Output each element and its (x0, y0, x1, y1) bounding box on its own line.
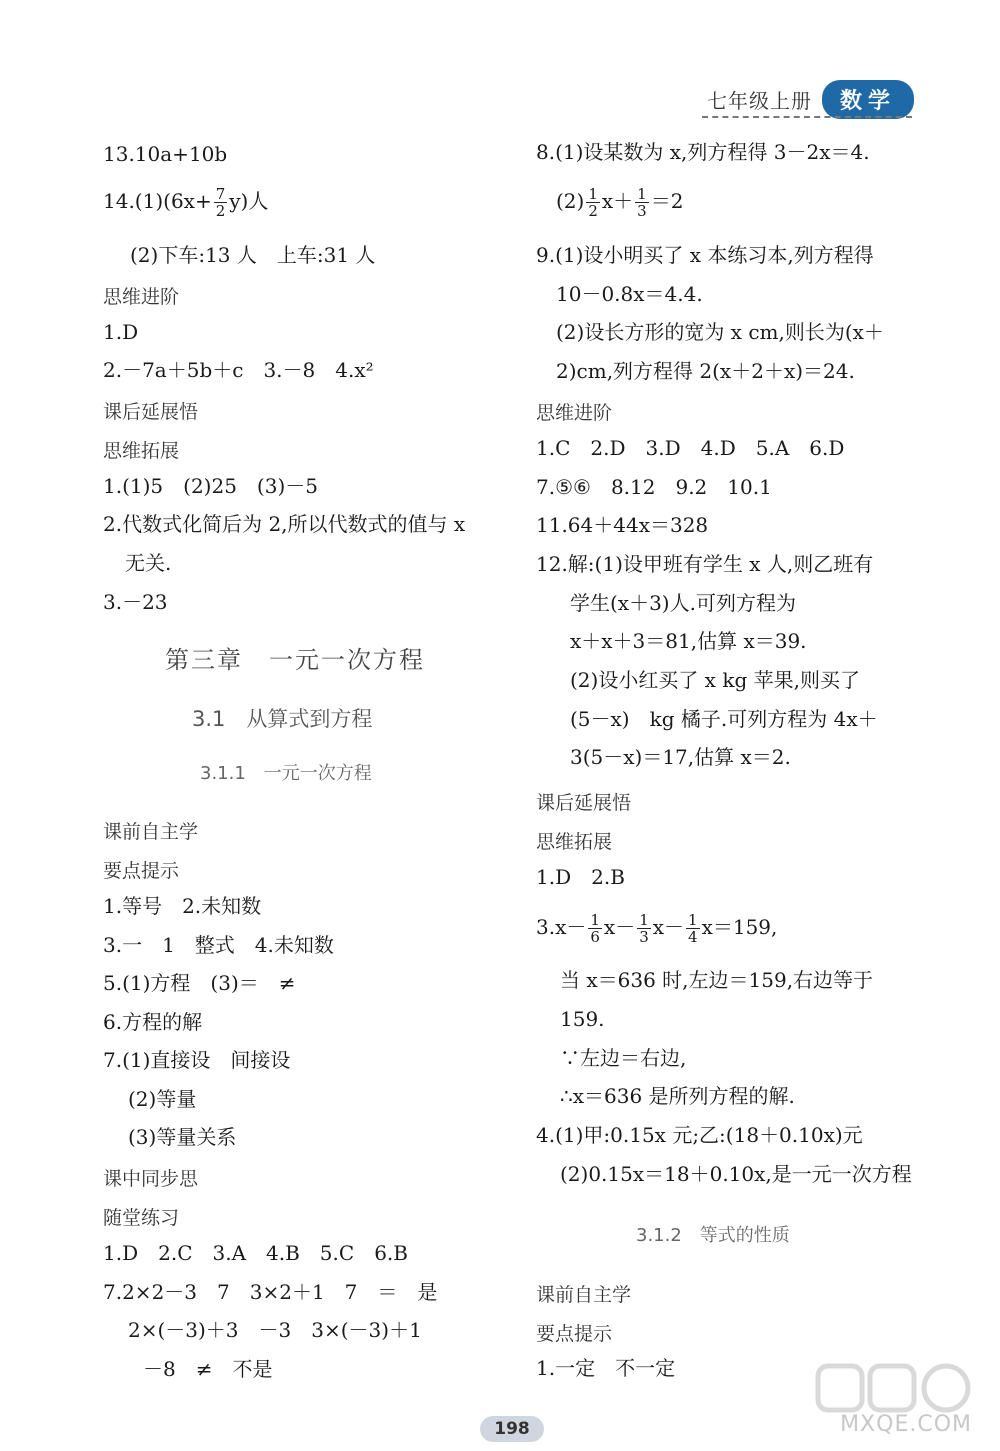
answer-item: －8 ≠ 不是 (143, 1357, 273, 1381)
answer-item: 3.一 1 整式 4.未知数 (103, 933, 334, 957)
fraction: $\frac{1}{2}$ (588, 185, 598, 220)
answer-item: 5.(1)方程 (3)＝ ≠ (103, 971, 296, 995)
answer-item: (5－x) kg 橘子.可列方程为 4x＋ (570, 707, 878, 731)
answer-item: (3)等量关系 (128, 1125, 237, 1149)
answer-item: 4.(1)甲:0.15x 元;乙:(18＋0.10x)元 (536, 1123, 863, 1147)
answer-14-2: (2)下车:13 人 上车:31 人 (130, 243, 376, 267)
subsection-title: 3.1.1 一元一次方程 (200, 763, 372, 784)
answer-item: 学生(x＋3)人.可列方程为 (570, 591, 796, 615)
answer-item: 12.解:(1)设甲班有学生 x 人,则乙班有 (536, 552, 874, 576)
fraction: $\frac{7}{2}$ (215, 185, 226, 220)
section-heading: 课中同步思 (103, 1168, 199, 1190)
watermark-text: MXQE.COM (840, 1412, 972, 1437)
answer-item: 无关. (125, 551, 172, 575)
grade-label: 七年级上册 (706, 89, 812, 113)
answer-item: 159. (560, 1007, 605, 1031)
answer-item: 1.C 2.D 3.D 4.D 5.A 6.D (536, 436, 845, 460)
section-heading: 课后延展悟 (103, 401, 199, 423)
answer-item: (2)等量 (128, 1087, 197, 1111)
answer-3-equation: 3.x－ $\frac{1}{6}$ x－ $\frac{1}{3}$ x－ $\frac{1}{4}$ x＝159, (536, 911, 778, 946)
answer-item: 7.(1)直接设 间接设 (103, 1048, 291, 1072)
answer-item: 2×(－3)＋3 －3 3×(－3)＋1 (128, 1318, 422, 1342)
section-heading: 思维进阶 (536, 402, 613, 424)
answer-14-1: 14.(1)(6x+ $\frac{7}{2}$ y)人 (103, 185, 269, 220)
section-heading: 要点提示 (536, 1323, 613, 1345)
answer-13: 13.10a+10b (103, 142, 228, 166)
answer-item: 2.代数式化简后为 2,所以代数式的值与 x (103, 512, 466, 536)
answer-item: 1.D 2.B (536, 865, 625, 889)
section-heading: 课前自主学 (103, 821, 199, 843)
page-header (707, 80, 914, 119)
answer-item: 2.－7a＋5b＋c 3.－8 4.x² (103, 358, 374, 382)
chapter-title: 第三章 一元一次方程 (165, 646, 425, 674)
answer-8-1: 8.(1)设某数为 x,列方程得 3－2x＝4. (536, 140, 870, 164)
answer-item: 3(5－x)＝17,估算 x＝2. (570, 745, 791, 769)
fraction: $\frac{1}{3}$ (637, 185, 647, 220)
answer-item: 1.D (103, 320, 139, 344)
section-heading: 课后延展悟 (536, 792, 632, 814)
answer-item: ∵左边＝右边, (560, 1046, 687, 1070)
answer-item: 11.64＋44x＝328 (536, 513, 709, 537)
answer-item: 10－0.8x＝4.4. (556, 282, 703, 306)
section-heading: 思维进阶 (103, 286, 180, 308)
answer-item: 3.－23 (103, 590, 168, 614)
answer-item: 1.等号 2.未知数 (103, 894, 262, 918)
answer-item: 2)cm,列方程得 2(x＋2＋x)＝24. (556, 359, 855, 383)
answer-item: (2)0.15x＝18＋0.10x,是一元一次方程 (560, 1162, 912, 1186)
answer-8-2: (2) $\frac{1}{2}$ x＋ $\frac{1}{3}$ ＝2 (556, 185, 684, 220)
section-heading: 随堂练习 (103, 1207, 180, 1229)
answer-item: (2)设小红买了 x kg 苹果,则买了 (570, 668, 860, 692)
answer-item: 1.一定 不一定 (536, 1356, 676, 1380)
answer-item: 6.方程的解 (103, 1010, 203, 1034)
section-heading: 思维拓展 (536, 831, 613, 853)
answer-item: ∴x＝636 是所列方程的解. (560, 1084, 795, 1108)
fraction: $\frac{1}{4}$ (688, 911, 698, 946)
section-heading: 思维拓展 (103, 440, 180, 462)
answer-item: 1.D 2.C 3.A 4.B 5.C 6.B (103, 1241, 408, 1265)
answer-item: x＋x＋3＝81,估算 x＝39. (570, 629, 807, 653)
header-divider (702, 116, 912, 118)
fraction: $\frac{1}{3}$ (639, 911, 649, 946)
section-title: 3.1 从算式到方程 (192, 707, 373, 731)
subject-badge: 数学 (822, 80, 914, 119)
fraction: $\frac{1}{6}$ (590, 911, 600, 946)
answer-item: 7.2×2－3 7 3×2＋1 7 ＝ 是 (103, 1280, 438, 1304)
answer-item: 7.⑤⑥ 8.12 9.2 10.1 (536, 475, 772, 499)
section-heading: 课前自主学 (536, 1284, 632, 1306)
answer-item: (2)设长方形的宽为 x cm,则长为(x＋ (556, 320, 884, 344)
subsection-title: 3.1.2 等式的性质 (636, 1225, 790, 1246)
answer-item: 9.(1)设小明买了 x 本练习本,列方程得 (536, 243, 874, 267)
answer-item: 1.(1)5 (2)25 (3)－5 (103, 474, 318, 498)
section-heading: 要点提示 (103, 860, 180, 882)
page-number: 198 (480, 1416, 544, 1442)
answer-item: 当 x＝636 时,左边＝159,右边等于 (560, 968, 874, 992)
